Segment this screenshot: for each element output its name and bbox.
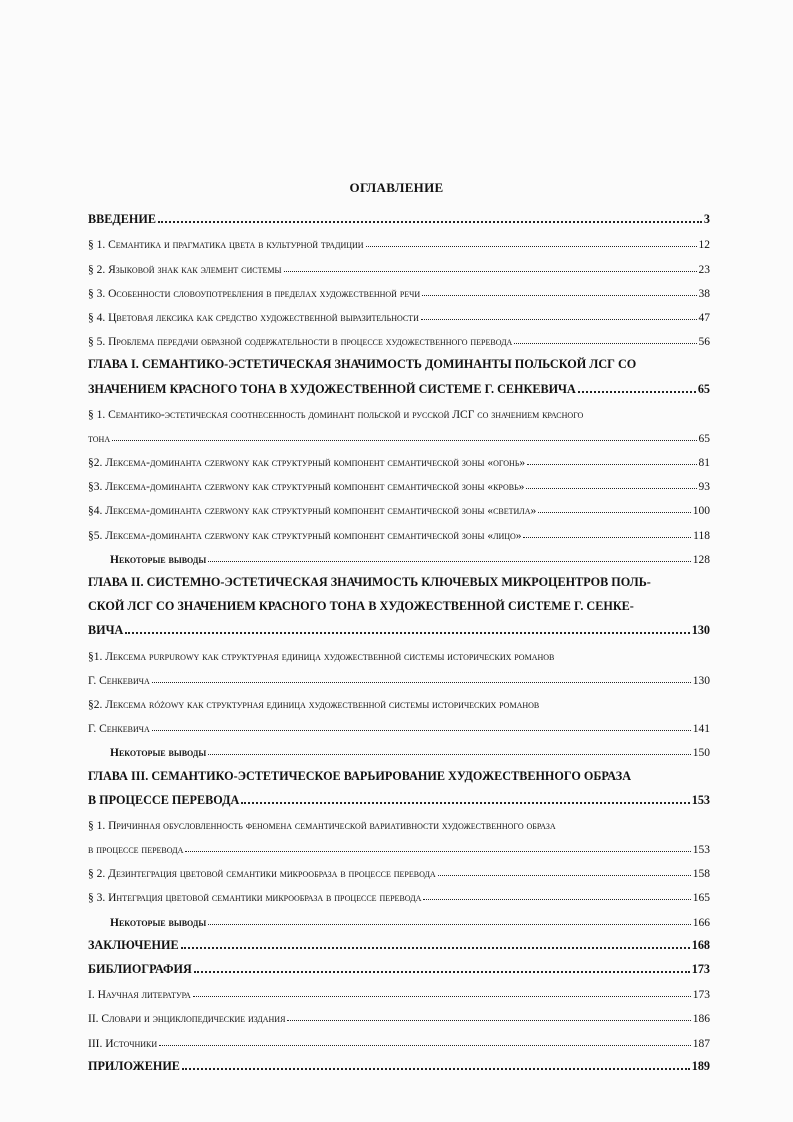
toc-entry-title: Некоторые выводы <box>110 553 207 566</box>
toc-entry-title: Г. Сенкевича <box>88 723 150 736</box>
dot-leader <box>208 754 691 755</box>
toc-entry[interactable] <box>88 784 710 808</box>
toc-entry[interactable] <box>88 542 710 566</box>
dot-leader <box>112 440 696 441</box>
dot-leader <box>284 271 697 272</box>
toc-entry[interactable] <box>88 1025 710 1049</box>
dot-leader <box>287 1020 690 1021</box>
dot-leader <box>241 802 689 804</box>
toc-entry-title: ВИЧА <box>88 623 124 638</box>
toc-entry-line: §1. Лексема purpurowy как структурная единица художественной системы исторических романов <box>88 650 555 663</box>
dot-leader <box>185 851 690 852</box>
toc-entry-title: § 4. Цветовая лексика как средство художественной выразительности <box>88 311 419 324</box>
dot-leader <box>523 537 691 538</box>
toc-entry-line: §2. Лексема różowy как структурная единица художественной системы исторических романов <box>88 698 540 711</box>
toc-entry[interactable] <box>88 929 710 953</box>
toc-entry-line: § 1. Причинная обусловленность феномена семантической вариативности художественного образа <box>88 819 556 832</box>
toc-entry[interactable] <box>88 711 710 735</box>
dot-leader <box>208 561 691 562</box>
toc-entry[interactable] <box>88 372 710 396</box>
page-title: ОГЛАВЛЕНИЕ <box>349 180 444 195</box>
toc-entry-title: Некоторые выводы <box>110 916 207 929</box>
dot-leader <box>152 730 691 731</box>
toc-entry[interactable] <box>88 1050 710 1074</box>
toc-entry-title: §4. Лексема-доминанта czerwony как структурный компонент семантической зоны «светила» <box>88 505 537 518</box>
toc-entry[interactable] <box>88 324 710 348</box>
toc-page-number: 130 <box>692 674 710 687</box>
toc-entry[interactable] <box>88 832 710 856</box>
toc-page-number: 189 <box>691 1058 710 1073</box>
toc-page-number: 166 <box>692 916 710 929</box>
toc-page-number: 173 <box>692 989 710 1002</box>
toc-page-number: 168 <box>691 937 710 952</box>
toc-page-number: 56 <box>698 336 710 349</box>
dot-leader <box>514 343 696 344</box>
toc-entry[interactable] <box>88 953 710 977</box>
dot-leader <box>208 924 691 925</box>
toc-entry[interactable] <box>88 300 710 324</box>
toc-entry-title: §3. Лексема-доминанта czerwony как структурный компонент семантической зоны «кровь» <box>88 481 525 494</box>
toc-entry-title: § 3. Интеграция цветовой семантики микрообраза в процессе перевода <box>88 892 422 905</box>
toc-entry-title: §2. Лексема-доминанта czerwony как структурный компонент семантической зоны «огонь» <box>88 457 526 470</box>
toc-entry[interactable] <box>88 977 710 1001</box>
toc-page-number: 165 <box>692 892 710 905</box>
dot-leader <box>527 464 696 465</box>
toc-entry[interactable] <box>88 276 710 300</box>
toc-entry[interactable] <box>88 421 710 445</box>
toc-page-number: 3 <box>703 212 710 227</box>
dot-leader <box>181 947 690 949</box>
toc-entry-title: § 5. Проблема передачи образной содержательности в процессе художественного перевода <box>88 336 513 349</box>
toc-page-number: 153 <box>691 792 710 807</box>
toc-entry[interactable] <box>88 856 710 880</box>
dot-leader <box>578 391 696 393</box>
dot-leader <box>538 512 691 513</box>
dot-leader <box>526 488 696 489</box>
toc-page-number: 38 <box>698 287 710 300</box>
toc-page-number: 47 <box>698 311 710 324</box>
toc-entry-line: ГЛАВА III. СЕМАНТИКО-ЭСТЕТИЧЕСКОЕ ВАРЬИРОВАНИЕ ХУДОЖЕСТВЕННОГО ОБРАЗА <box>88 768 632 783</box>
toc-entry[interactable] <box>88 904 710 928</box>
toc-entry[interactable] <box>88 203 710 227</box>
toc-entry-line: ГЛАВА I. СЕМАНТИКО-ЭСТЕТИЧЕСКАЯ ЗНАЧИМОСТЬ ДОМИНАНТЫ ПОЛЬСКОЙ ЛСГ СО <box>88 357 637 372</box>
toc-entry-line: ГЛАВА II. СИСТЕМНО-ЭСТЕТИЧЕСКАЯ ЗНАЧИМОСТЬ КЛЮЧЕВЫХ МИКРОЦЕНТРОВ ПОЛЬ- <box>88 575 651 589</box>
toc-entry-title: в процессе перевода <box>88 844 184 857</box>
toc-page-number: 93 <box>698 481 710 494</box>
toc-entry[interactable] <box>88 614 710 638</box>
toc-page-number: 141 <box>692 723 710 736</box>
toc-page-number: 153 <box>692 844 710 857</box>
dot-leader <box>158 221 702 223</box>
toc-entry[interactable] <box>88 735 710 759</box>
toc-entry-title: В ПРОЦЕССЕ ПЕРЕВОДА <box>88 792 240 807</box>
toc-entry-title: тона <box>88 432 111 445</box>
toc-entry-title: I. Научная литература <box>88 989 191 1002</box>
toc-entry[interactable] <box>88 493 710 517</box>
toc-page-number: 128 <box>692 553 710 566</box>
toc-entry-title: ВВЕДЕНИЕ <box>88 212 156 227</box>
toc-entry-title: § 1. Семантика и прагматика цвета в культурной традиции <box>88 239 364 252</box>
toc-entry-title: III. Источники <box>88 1037 158 1050</box>
toc-entry[interactable] <box>88 880 710 904</box>
toc-entry-title: Некоторые выводы <box>110 747 207 760</box>
dot-leader <box>152 682 691 683</box>
toc-page-number: 65 <box>697 381 710 396</box>
dot-leader <box>159 1045 691 1046</box>
dot-leader <box>193 996 691 997</box>
toc-entry[interactable] <box>88 517 710 541</box>
toc-page-number: 23 <box>698 263 710 276</box>
toc-page-number: 158 <box>692 868 710 881</box>
toc-entry[interactable] <box>88 663 710 687</box>
dot-leader <box>194 971 690 973</box>
dot-leader <box>366 246 697 247</box>
toc-page-number: 187 <box>692 1037 710 1050</box>
toc-entry-line: СКОЙ ЛСГ СО ЗНАЧЕНИЕМ КРАСНОГО ТОНА В ХУДОЖЕСТВЕННОЙ СИСТЕМЕ Г. СЕНКЕ- <box>88 599 634 614</box>
toc-page-number: 173 <box>691 962 710 976</box>
toc-entry[interactable] <box>88 1001 710 1025</box>
toc-entry-title: § 2. Дезинтеграция цветовой семантики микрообраза в процессе перевода <box>88 868 436 881</box>
toc-page-number: 81 <box>698 457 710 470</box>
dot-leader <box>423 899 690 900</box>
toc-entry-line: § 1. Семантико-эстетическая соотнесенность доминант польской и русской ЛСГ со значением красного <box>88 408 584 421</box>
toc-entry-title: БИБЛИОГРАФИЯ <box>88 962 192 976</box>
toc-entry-title: §5. Лексема-доминанта czerwony как структурный компонент семантической зоны «лицо» <box>88 529 522 542</box>
toc-entry-title: ПРИЛОЖЕНИЕ <box>88 1058 180 1073</box>
toc-entry[interactable] <box>88 469 710 493</box>
toc-page-number: 150 <box>692 747 710 760</box>
toc-page-number: 186 <box>692 1013 710 1026</box>
dot-leader <box>125 632 689 634</box>
toc-entry[interactable] <box>88 445 710 469</box>
dot-leader <box>182 1068 690 1070</box>
toc-entry-title: II. Словари и энциклопедические издания <box>88 1013 286 1026</box>
toc-page-number: 100 <box>692 505 710 518</box>
toc-page-number: 130 <box>691 623 710 638</box>
toc-entry-title: § 3. Особенности словоупотребления в пределах художественной речи <box>88 287 421 300</box>
toc-page-number: 12 <box>698 239 710 252</box>
dot-leader <box>438 875 691 876</box>
toc-page-number: 65 <box>698 432 710 445</box>
toc-entry-title: § 2. Языковой знак как элемент системы <box>88 263 282 276</box>
toc-page-number: 118 <box>693 529 710 542</box>
toc-entry-title: ЗНАЧЕНИЕМ КРАСНОГО ТОНА В ХУДОЖЕСТВЕННОЙ СИСТЕМЕ Г. СЕНКЕВИЧА <box>88 381 576 396</box>
toc-entry[interactable] <box>88 251 710 275</box>
dot-leader <box>421 319 697 320</box>
toc-entry-title: Г. Сенкевича <box>88 674 150 687</box>
toc-entry[interactable] <box>88 227 710 251</box>
table-of-contents <box>88 203 710 1074</box>
toc-entry-title: ЗАКЛЮЧЕНИЕ <box>88 937 179 952</box>
dot-leader <box>422 295 696 296</box>
